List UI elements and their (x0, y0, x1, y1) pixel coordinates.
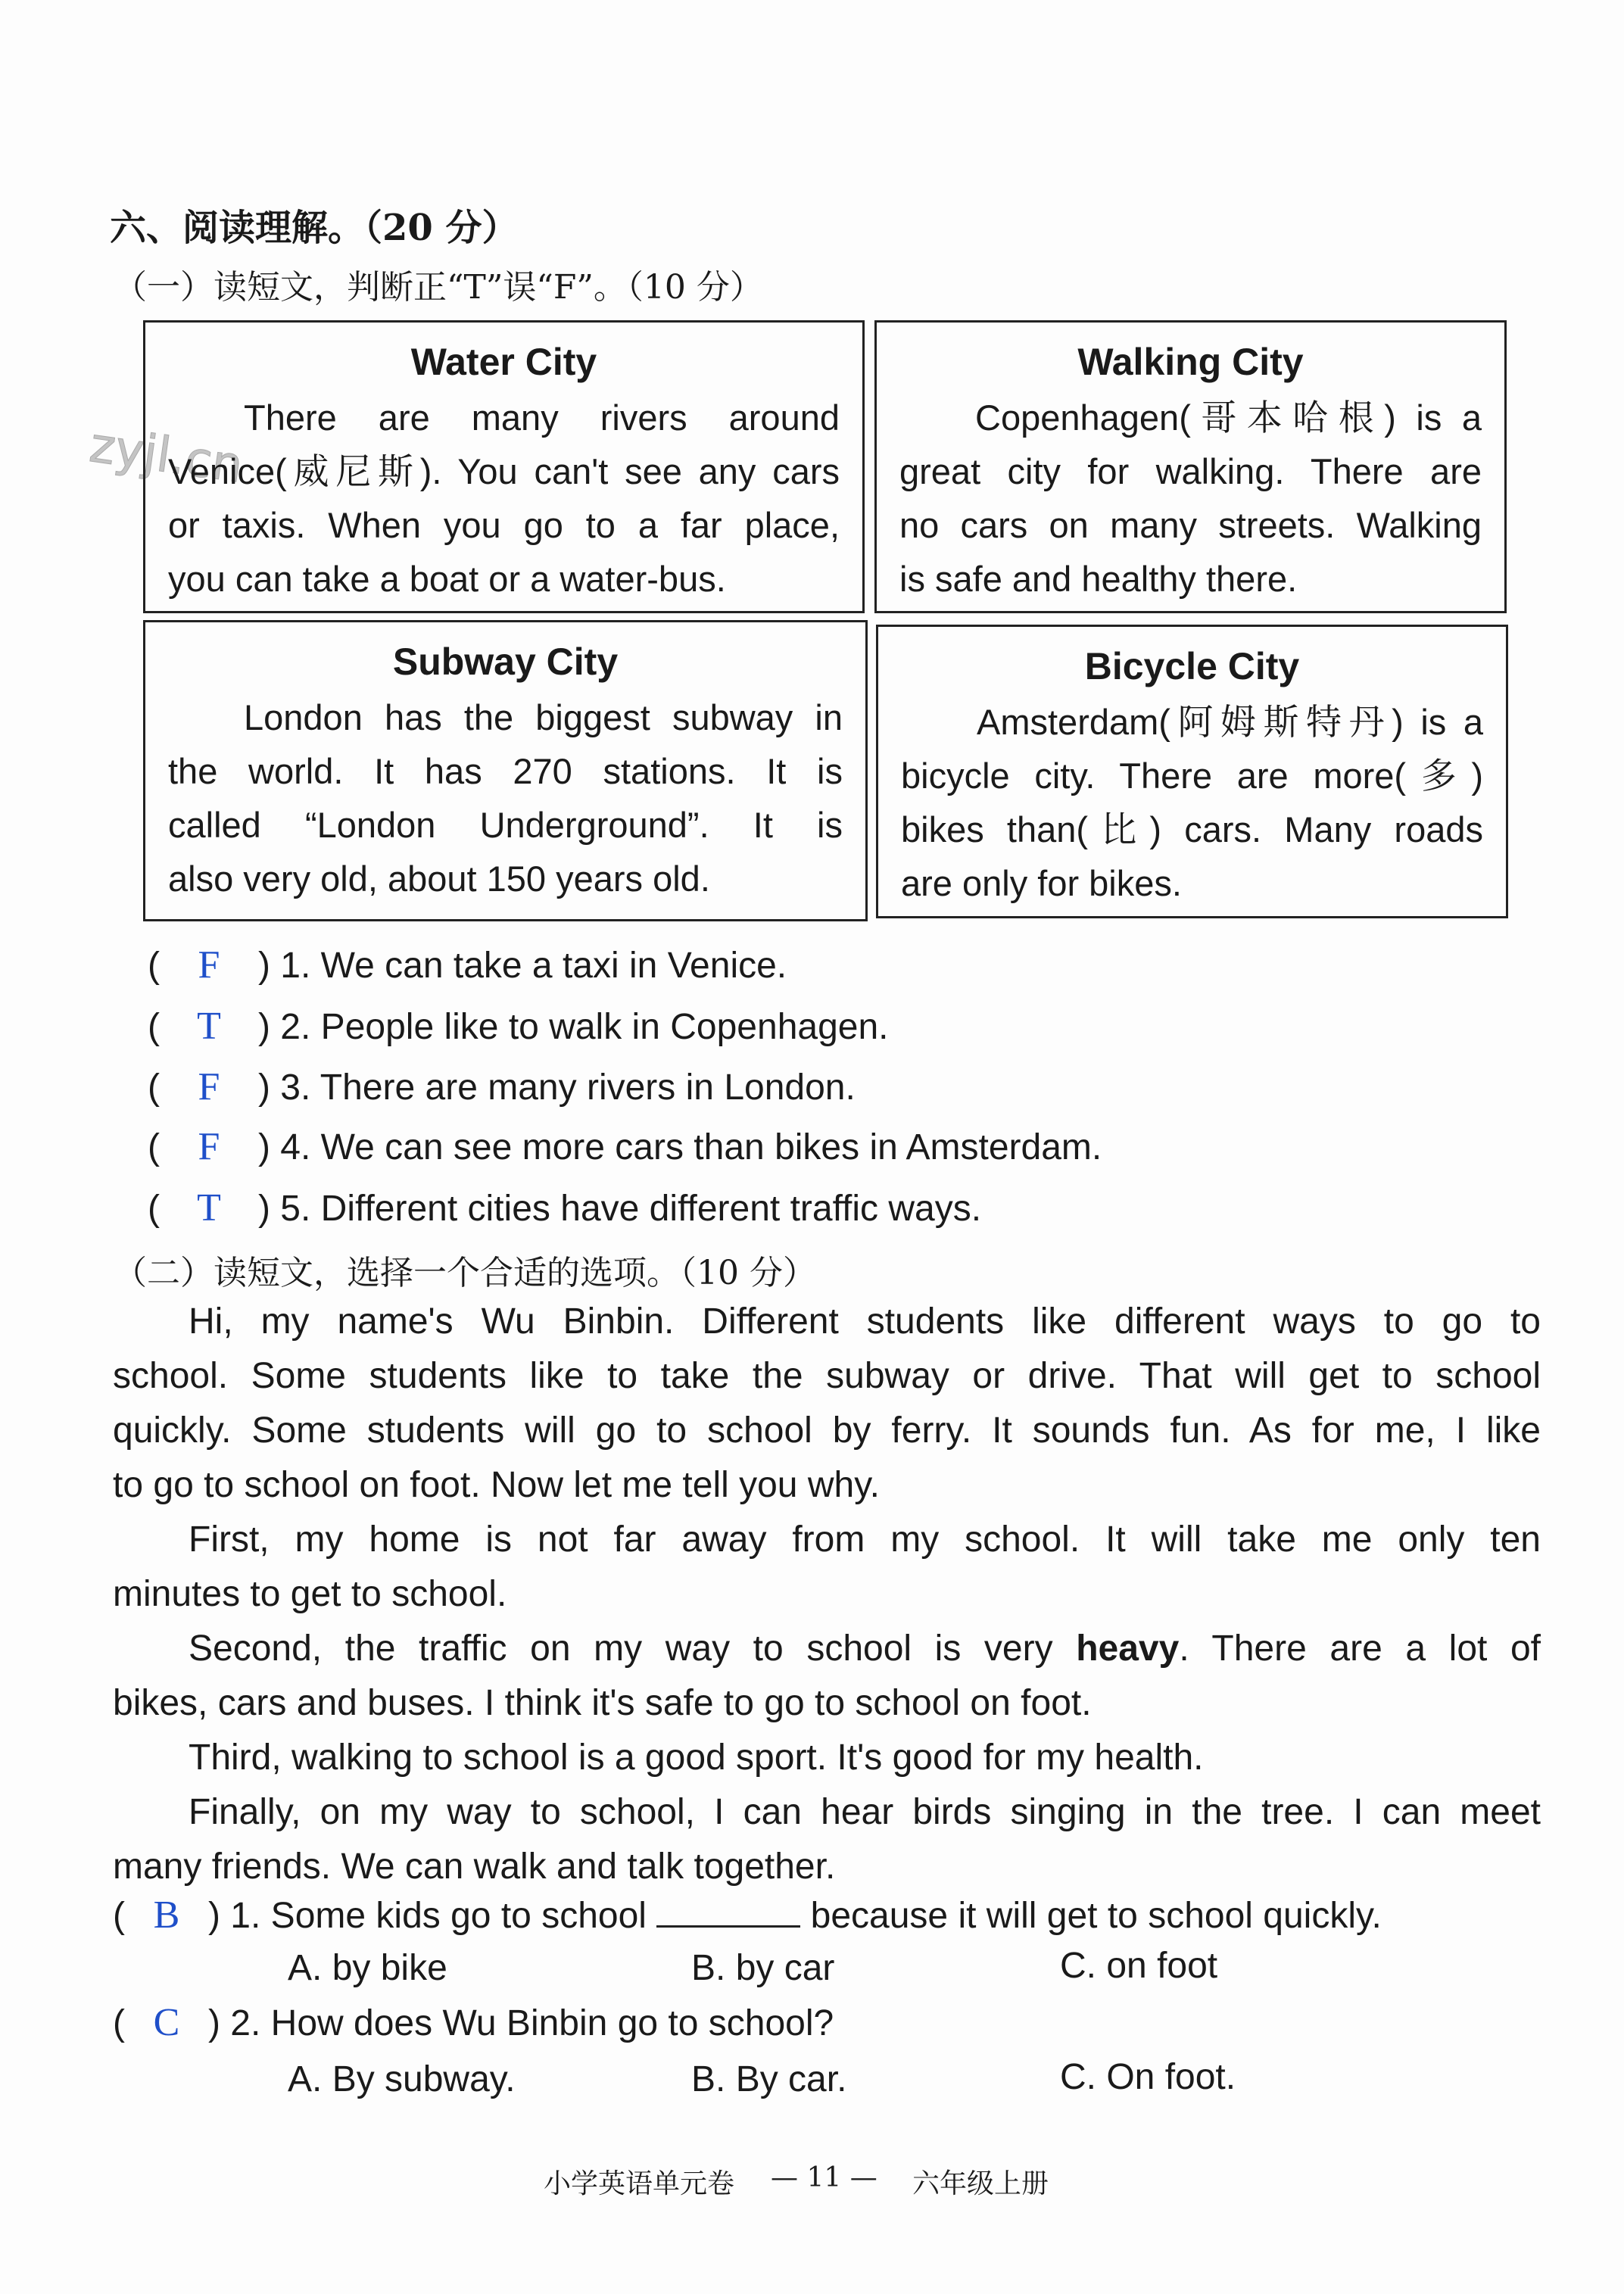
question-2: ( C ) 2. How does Wu Binbin go to school? (113, 2001, 834, 2044)
box-line: are only for bikes. (901, 863, 1182, 903)
passage-line: minutes to get to school. (113, 1574, 507, 1614)
option-c: C. on foot (1060, 1946, 1218, 1986)
passage-line (113, 1622, 1541, 1676)
item-text: ) 2. People like to walk in Copenhagen. (257, 1007, 889, 1047)
question-stem: because it will get to school quickly. (810, 1896, 1382, 1936)
question-stem: ) 1. Some kids go to school (207, 1896, 647, 1936)
answer-field[interactable]: C (153, 2001, 180, 2044)
answer-field[interactable]: F (198, 1125, 220, 1168)
answer-field[interactable]: B (153, 1893, 180, 1937)
tf-item-3: ( F ) 3. There are many rivers in London. (148, 1065, 856, 1108)
passage-line: to go to school on foot. Now let me tell you why. (113, 1465, 880, 1505)
box-line: bicycle city. There are more(多) (901, 756, 1483, 796)
question-stem: ) 2. How does Wu Binbin go to school? (207, 2003, 834, 2043)
box-title: Walking City (1077, 341, 1304, 383)
box-line: London has the biggest subway in (244, 697, 843, 737)
bicycle-city-box (876, 625, 1508, 918)
option-b: B. By car. (691, 2059, 847, 2099)
passage-line: school. Some students like to take the subway or drive. That will get to school (113, 1356, 1541, 1396)
box-line: Copenhagen(哥本哈根) is a (975, 397, 1482, 438)
passage-line: bikes, cars and buses. I think it's safe to go to school on foot. (113, 1683, 1092, 1723)
water-city-box (143, 320, 865, 613)
blank-line (656, 1892, 800, 1928)
option-a: A. by bike (288, 1948, 447, 1988)
box-line: you can take a boat or a water-bus. (168, 559, 726, 599)
box-line: called “London Underground”. It is (168, 805, 843, 845)
tf-item-2: ( T ) 2. People like to walk in Copenhagen. (148, 1005, 889, 1048)
box-title: Water City (410, 341, 597, 383)
passage-line: Finally, on my way to school, I can hear birds singing in the tree. I can meet (189, 1792, 1541, 1832)
page-number: — 11 — (771, 2162, 877, 2193)
box-line: or taxis. When you go to a far place, (168, 505, 840, 545)
box-line: no cars on many streets. Walking (899, 505, 1482, 545)
box-title: Bicycle City (1084, 645, 1300, 687)
passage-line: First, my home is not far away from my school. It will take me only ten (189, 1519, 1541, 1560)
box-line: There are many rivers around (244, 397, 840, 438)
option-a: A. By subway. (288, 2059, 516, 2099)
answer-field[interactable]: F (198, 1065, 220, 1108)
passage-line: Third, walking to school is a good sport. It's good for my health. (189, 1738, 1204, 1778)
part1-title: （一）读短文，判断正“T”误“F”。（10 分） (114, 268, 763, 307)
box-line: bikes than(比) cars. Many roads (901, 809, 1483, 849)
item-text: ) 3. There are many rivers in London. (257, 1068, 856, 1108)
part2-title: （二）读短文，选择一个合适的选项。（10 分） (114, 1254, 816, 1292)
section-title: 六、阅读理解。（20 分） (110, 207, 519, 249)
answer-field[interactable]: F (198, 943, 220, 986)
answer-field[interactable]: T (197, 1005, 221, 1048)
question-1: ( B ) 1. Some kids go to school because it will get to school quickly. (113, 1893, 1382, 1937)
footer-right: 六年级上册 (912, 2168, 1049, 2199)
box-line: Amsterdam(阿姆斯特丹) is a (977, 702, 1483, 742)
tf-item-1: ( F ) 1. We can take a taxi in Venice. (148, 943, 787, 986)
passage-text: . There are a lot of (1179, 1629, 1541, 1669)
option-b: B. by car (691, 1948, 835, 1988)
item-text: ) 5. Different cities have different traffic ways. (257, 1189, 982, 1229)
box-line: great city for walking. There are (899, 451, 1482, 491)
box-line: also very old, about 150 years old. (168, 859, 710, 899)
item-text: ) 1. We can take a taxi in Venice. (257, 946, 787, 986)
subway-city-box (143, 620, 868, 921)
option-c: C. On foot. (1060, 2057, 1236, 2097)
walking-city-box (874, 320, 1507, 613)
watermark: zyjl.cn (86, 417, 247, 494)
tf-item-4: ( F ) 4. We can see more cars than bikes in Amsterdam. (148, 1125, 1102, 1168)
answer-field[interactable]: T (197, 1186, 221, 1230)
box-line: is safe and healthy there. (899, 559, 1298, 599)
footer-left: 小学英语单元卷 (544, 2168, 735, 2199)
box-title: Subway City (392, 641, 619, 683)
reading-passage (113, 1295, 1541, 1894)
tf-item-5: ( T ) 5. Different cities have different traffic ways. (148, 1186, 982, 1230)
passage-text: Second, the traffic on my way to school is very (189, 1629, 1053, 1669)
passage-line: quickly. Some students will go to school by ferry. It sounds fun. As for me, I like (113, 1410, 1541, 1451)
bold-word: heavy (1076, 1629, 1180, 1669)
box-line: Venice(威尼斯). You can't see any cars (168, 451, 840, 491)
passage-line: Hi, my name's Wu Binbin. Different students like different ways to go to (189, 1301, 1541, 1342)
box-line: the world. It has 270 stations. It is (168, 751, 843, 791)
passage-line: many friends. We can walk and talk together. (113, 1847, 836, 1887)
item-text: ) 4. We can see more cars than bikes in Amsterdam. (257, 1127, 1102, 1167)
